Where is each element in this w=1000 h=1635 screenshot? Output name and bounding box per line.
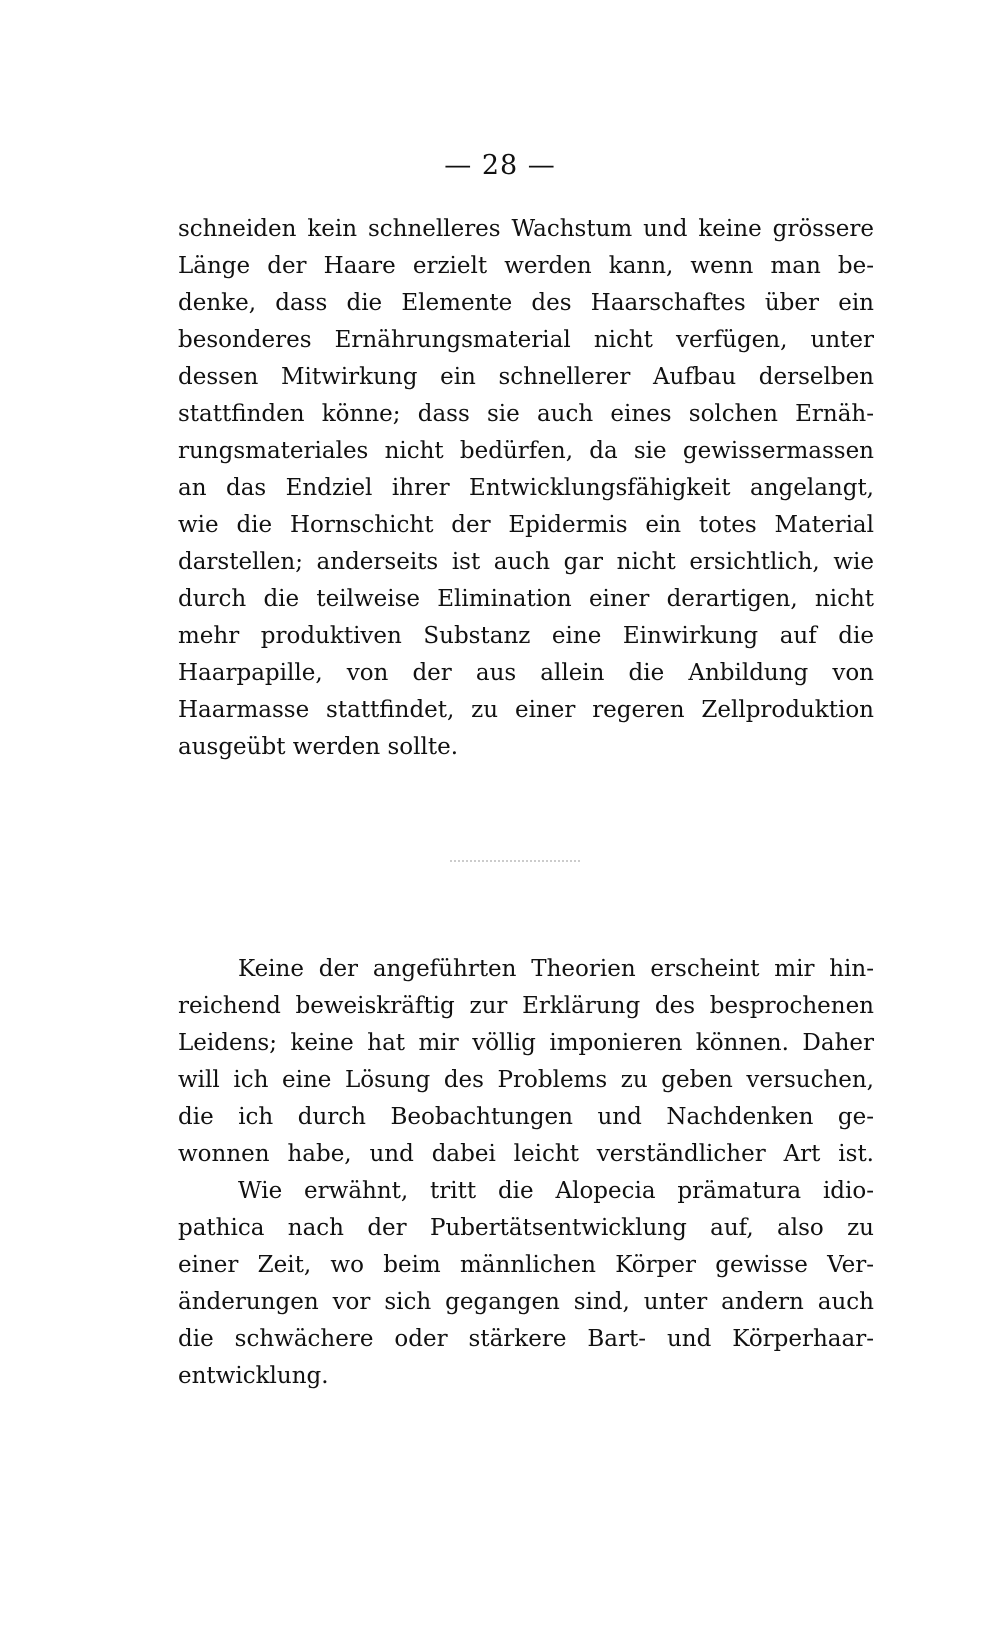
text-line: Länge der Haare erzielt werden kann, wenn man be- bbox=[178, 253, 874, 279]
text-line: wonnen habe, und dabei leicht verständlicher Art ist. bbox=[178, 1141, 874, 1167]
text-line: rungsmateriales nicht bedürfen, da sie gewissermassen bbox=[178, 438, 874, 464]
text-line: an das Endziel ihrer Entwicklungsfähigkeit angelangt, bbox=[178, 475, 874, 501]
text-line: Haarpapille, von der aus allein die Anbildung von bbox=[178, 660, 874, 686]
page-number: — 28 — bbox=[444, 150, 556, 181]
text-line: schneiden kein schnelleres Wachstum und keine grössere bbox=[178, 216, 874, 242]
text-line: denke, dass die Elemente des Haarschaftes über ein bbox=[178, 290, 874, 316]
text-line: die schwächere oder stärkere Bart- und Körperhaar- bbox=[178, 1326, 874, 1352]
text-line: dessen Mitwirkung ein schnellerer Aufbau derselben bbox=[178, 364, 874, 390]
text-line: Wie erwähnt, tritt die Alopecia prämatura idio- bbox=[238, 1178, 874, 1204]
text-line: einer Zeit, wo beim männlichen Körper gewisse Ver- bbox=[178, 1252, 874, 1278]
text-line: Haarmasse stattfindet, zu einer regeren Zellproduktion bbox=[178, 697, 874, 723]
text-line: die ich durch Beobachtungen und Nachdenken ge- bbox=[178, 1104, 874, 1130]
text-line: pathica nach der Pubertätsentwicklung auf, also zu bbox=[178, 1215, 874, 1241]
text-line: reichend beweiskräftig zur Erklärung des besprochenen bbox=[178, 993, 874, 1019]
text-line: stattfinden könne; dass sie auch eines solchen Ernäh- bbox=[178, 401, 874, 427]
text-line: mehr produktiven Substanz eine Einwirkung auf die bbox=[178, 623, 874, 649]
section-separator bbox=[450, 860, 580, 864]
text-line: darstellen; anderseits ist auch gar nicht ersichtlich, wie bbox=[178, 549, 874, 575]
text-line: änderungen vor sich gegangen sind, unter andern auch bbox=[178, 1289, 874, 1315]
text-line: entwicklung. bbox=[178, 1363, 329, 1389]
text-line: Leidens; keine hat mir völlig imponieren können. Daher bbox=[178, 1030, 874, 1056]
text-line: durch die teilweise Elimination einer derartigen, nicht bbox=[178, 586, 874, 612]
text-line: will ich eine Lösung des Problems zu geben versuchen, bbox=[178, 1067, 874, 1093]
text-line: wie die Hornschicht der Epidermis ein totes Material bbox=[178, 512, 874, 538]
text-line: ausgeübt werden sollte. bbox=[178, 734, 459, 760]
text-line: Keine der angeführten Theorien erscheint mir hin- bbox=[238, 956, 874, 982]
text-line: besonderes Ernährungsmaterial nicht verfügen, unter bbox=[178, 327, 874, 353]
